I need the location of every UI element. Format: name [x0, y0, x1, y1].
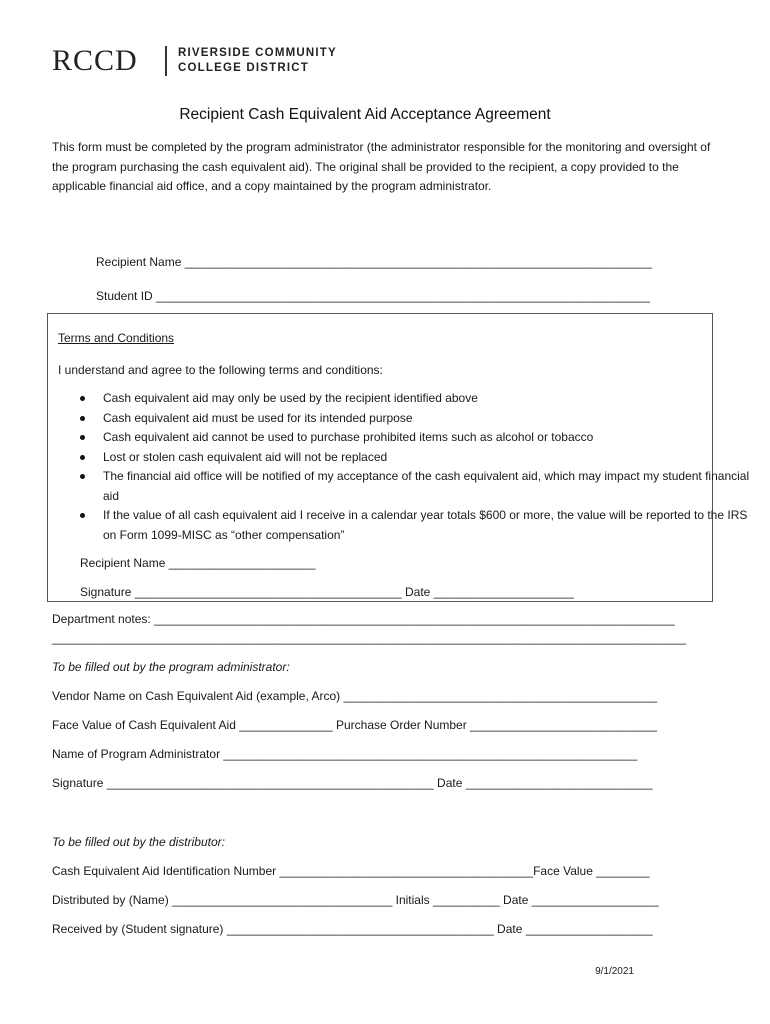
face-value-po-field[interactable]: Face Value of Cash Equivalent Aid ______________ Purchase Order Number ____________________________ [52, 718, 657, 732]
vendor-name-field[interactable]: Vendor Name on Cash Equivalent Aid (example, Arco) _______________________________________________ [52, 689, 658, 703]
terms-recipient-name-field[interactable]: Recipient Name ______________________ [80, 556, 316, 570]
terms-item: Lost or stolen cash equivalent aid will not be replaced [103, 448, 753, 468]
logo-line-2: COLLEGE DISTRICT [178, 62, 310, 74]
terms-heading: Terms and Conditions [58, 331, 175, 345]
logo-line-1: RIVERSIDE COMMUNITY [178, 47, 337, 59]
recipient-name-field[interactable]: Recipient Name ______________________________________________________________________ [96, 255, 652, 269]
received-by-field[interactable]: Received by (Student signature) ________________________________________ Date ___________________ [52, 922, 653, 936]
terms-item: Cash equivalent aid cannot be used to purchase prohibited items such as alcohol or tobacco [103, 428, 753, 448]
terms-item: The financial aid office will be notified of my acceptance of the cash equivalent aid, which may impact my student financial aid [103, 467, 753, 506]
terms-list [58, 389, 753, 545]
page-title: Recipient Cash Equivalent Aid Acceptance Agreement [179, 106, 551, 123]
admin-signature-field[interactable]: Signature _________________________________________________ Date ____________________________ [52, 776, 653, 790]
identification-number-field[interactable]: Cash Equivalent Aid Identification Number ______________________________________Face Value ________ [52, 864, 650, 878]
student-id-field[interactable]: Student ID __________________________________________________________________________ [96, 289, 650, 303]
logo-divider [165, 46, 167, 76]
logo-mark: RCCD [52, 44, 138, 77]
logo-text [178, 46, 337, 76]
department-notes-field[interactable]: Department notes: ______________________________________________________________________________ [52, 612, 675, 626]
distributor-heading: To be filled out by the distributor: [52, 835, 225, 849]
terms-item: If the value of all cash equivalent aid I receive in a calendar year totals $600 or more, the value will be reported to the IRS on Form 1099-MISC as “other compensation” [103, 506, 753, 545]
terms-item: Cash equivalent aid must be used for its intended purpose [103, 409, 753, 429]
intro-paragraph: This form must be completed by the program administrator (the administrator responsible for the monitoring and oversight of the program purchasing the cash equivalent aid). The original shall be provided to the recipient, a copy provided to the applicable financial aid office, and a copy maintained by the program administrator. [52, 140, 711, 193]
admin-name-field[interactable]: Name of Program Administrator ______________________________________________________________ [52, 747, 638, 761]
terms-lead: I understand and agree to the following terms and conditions: [58, 363, 383, 377]
terms-signature-field[interactable]: Signature ________________________________________ Date _____________________ [80, 585, 574, 599]
terms-item: Cash equivalent aid may only be used by the recipient identified above [103, 389, 753, 409]
department-notes-line-2[interactable]: _______________________________________________________________________________________________ [52, 631, 687, 645]
footer-date: 9/1/2021 [595, 966, 634, 977]
program-admin-heading: To be filled out by the program administrator: [52, 660, 290, 674]
distributed-by-field[interactable]: Distributed by (Name) _________________________________ Initials __________ Date ___________________ [52, 893, 659, 907]
